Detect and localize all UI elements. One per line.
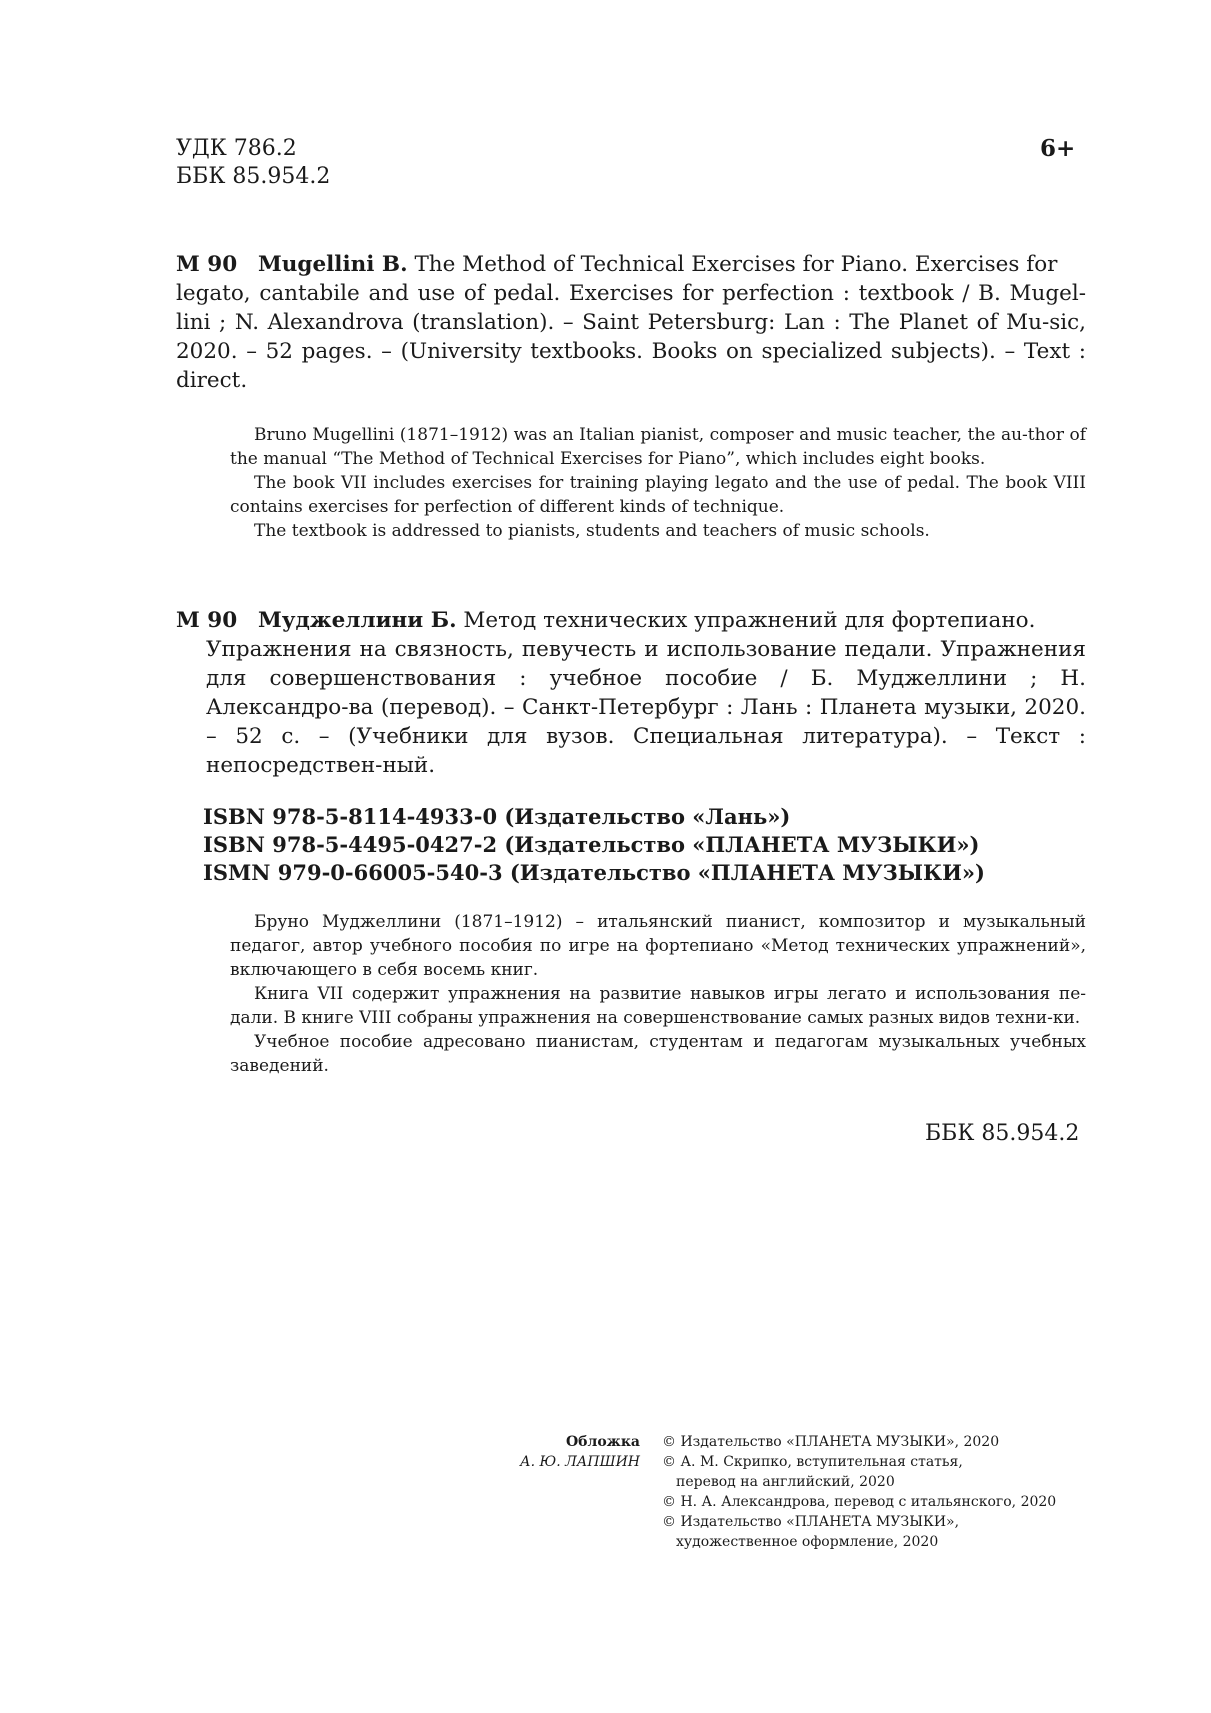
ismn-line: ISMN 979-0-66005-540-3 (Издательство «ПЛАНЕТА МУЗЫКИ») <box>203 860 985 885</box>
annotation-paragraph: Учебное пособие адресовано пианистам, студентам и педагогам музыкальных учебных заведений. <box>230 1032 1086 1076</box>
annotation-paragraph: The textbook is addressed to pianists, students and teachers of music schools. <box>254 521 930 541</box>
entry-author: Муджеллини Б. <box>258 608 457 633</box>
entry-description: legato, cantabile and use of pedal. Exercises for perfection : textbook / B. Mugel-lini ; N. Alexandrova (translation). – Saint Petersburg: Lan : The Planet of Mu-sic, 2020. – 52 pages. – (University textbooks. Books on specialized subjects). – Text : direct. <box>176 281 1086 393</box>
age-rating: 6+ <box>1040 135 1076 162</box>
isbn-line: ISBN 978-5-4495-0427-2 (Издательство «ПЛАНЕТА МУЗЫКИ») <box>203 832 980 857</box>
copyright-line: © Издательство «ПЛАНЕТА МУЗЫКИ», 2020 <box>662 1434 1000 1450</box>
entry-code: M 90 <box>176 608 238 633</box>
entry-title: Метод технических упражнений для фортепиано. <box>463 608 1036 633</box>
annotation-paragraph: The book VII includes exercises for training playing legato and the use of pedal. The book VIII contains exercises for perfection of different kinds of technique. <box>230 473 1086 517</box>
bbk-code-bottom: ББК 85.954.2 <box>925 1121 1080 1146</box>
catalog-entry-russian <box>176 606 1086 780</box>
cover-designer: А. Ю. ЛАПШИН <box>520 1454 640 1470</box>
classification-codes <box>176 135 330 191</box>
cover-credit <box>500 1432 640 1472</box>
cover-label: Обложка <box>565 1434 640 1450</box>
copyright-block <box>662 1432 1082 1552</box>
annotation-paragraph: Книга VII содержит упражнения на развитие навыков игры легато и использования пе-дали. В книге VIII собраны упражнения на совершенствование самых разных видов техни-ки. <box>230 984 1086 1028</box>
annotation-russian <box>230 910 1086 1078</box>
bbk-code: ББК 85.954.2 <box>176 164 331 189</box>
isbn-list <box>203 803 985 887</box>
entry-code: M 90 <box>176 252 238 277</box>
copyright-line: перевод на английский, 2020 <box>676 1474 895 1490</box>
udk-code: УДК 786.2 <box>176 136 297 161</box>
copyright-line: © Н. А. Александрова, перевод с итальянского, 2020 <box>662 1494 1057 1510</box>
entry-author: Mugellini B. <box>258 252 408 277</box>
entry-title: The Method of Technical Exercises for Piano. Exercises for <box>414 252 1058 277</box>
catalog-entry-english <box>176 250 1086 395</box>
copyright-line: © Издательство «ПЛАНЕТА МУЗЫКИ», <box>662 1514 960 1530</box>
entry-description: Упражнения на связность, певучесть и использование педали. Упражнения для совершенствования : учебное пособие / Б. Муджеллини ; Н. Александро-ва (перевод). – Санкт-Петербург : Лань : Планета музыки, 2020. – 52 с. – (Учебники для вузов. Специальная литература). – Текст : непосредствен-ный. <box>206 637 1086 778</box>
annotation-paragraph: Bruno Mugellini (1871–1912) was an Italian pianist, composer and music teacher, the au-thor of the manual “The Method of Technical Exercises for Piano”, which includes eight books. <box>230 425 1086 469</box>
annotation-paragraph: Бруно Муджеллини (1871–1912) – итальянский пианист, композитор и музыкальный педагог, автор учебного пособия по игре на фортепиано «Метод технических упражнений», включающего в себя восемь книг. <box>230 912 1086 980</box>
annotation-english <box>230 423 1086 543</box>
isbn-line: ISBN 978-5-8114-4933-0 (Издательство «Лань») <box>203 804 791 829</box>
copyright-line: художественное оформление, 2020 <box>676 1534 939 1550</box>
copyright-line: © А. М. Скрипко, вступительная статья, <box>662 1454 963 1470</box>
